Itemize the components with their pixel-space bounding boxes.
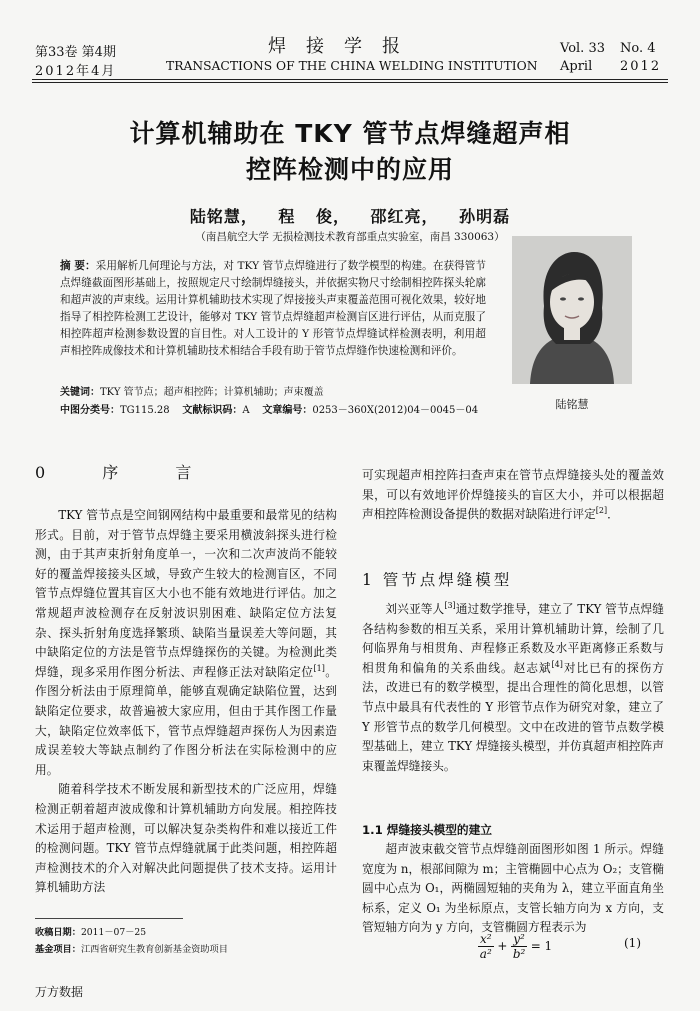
right-paragraph-1 <box>362 600 664 776</box>
left-column <box>35 506 337 898</box>
funding-value: 江西省研究生教育创新基金资助项目 <box>80 944 228 955</box>
header-no: No. 4 <box>620 41 656 56</box>
left-paragraph-2: 随着科学技术不断发展和新型技术的广泛应用，焊缝检测正朝着超声波成像和计算机辅助方向发展。相控阵技术运用于超声检测，可以解决复杂类构件和难以接近工件的检测问题。TKY 管节点焊缝就属于此类问题，相控阵超声检测技术的介入对解决此问题提供了技术支持。运用计算机辅助方法 <box>35 782 337 895</box>
affiliation: （南昌航空大学 无损检测技术教育部重点实验室，南昌 330063） <box>195 231 505 243</box>
header-rule-top <box>32 79 668 80</box>
footnote-rule <box>35 918 183 919</box>
right-p1-text-c: 对比已有的探伤方法，改进已有的数学模型，提出合理性的简化思想，以管节点中最具有代表性的 Y 形管节点作为研究对象，建立了 Y 形管节点的数学几何模型。文中在改进的管节点数学模型基础上，建立 TKY 焊缝接头模型，并仿真超声相控阵声束覆盖焊缝接头。 <box>362 660 664 773</box>
header-month: April <box>560 59 593 74</box>
left-p1-text: TKY 管节点是空间钢网结构中最重要和最常见的结构形式。目前，对于管节点焊缝主要采用横波斜探头进行检测，由于其声束折射角度单一，一次和二次声波尚不能较好的覆盖焊接接头区域，导致产生较大的检测盲区，不同管节点焊缝位置其盲区大小也不能有效地进行评估。加之常规超声波检测存在反射波识别困难、缺陷定位方法复杂、探头折射角度选择繁琐、缺陷当量误差大等问题，其中缺陷定位的方法是管节点焊缝探伤的关键。为检测此类焊缝，现多采用作图分析法、声程修正法对缺陷定位 <box>35 508 337 679</box>
citation-3: [3] <box>444 601 456 611</box>
eq-a2: a² <box>479 947 492 961</box>
journal-name-en: TRANSACTIONS OF THE CHINA WELDING INSTITUTION <box>166 59 538 73</box>
header-rule-bottom <box>32 82 668 83</box>
doc-code-label: 文献标识码： <box>182 405 243 416</box>
funding-label: 基金项目： <box>35 944 81 955</box>
right-column-mid <box>362 600 664 776</box>
abstract-label: 摘 要： <box>60 260 96 272</box>
keywords-text: TKY 管节点；超声相控阵；计算机辅助；声束覆盖 <box>100 387 324 398</box>
photo-caption: 陆铭慧 <box>555 398 589 411</box>
right-column-bottom <box>362 840 664 938</box>
abstract-text: 采用解析几何理论与方法，对 TKY 管节点焊缝进行了数学模型的构建。在获得管节点焊缝截面图形基础上，按照规定尺寸绘制焊缝接头，并依据实物尺寸绘制相控阵探头轮廓和超声波的声束线。运用计算机辅助技术实现了焊接接头声束覆盖范围可视化效果，较好地指导了相控阵检测工艺设计，能够对 TKY 管节点焊缝超声检测盲区进行评估，从而克服了相控阵超声检测参数设置的盲目性。对人工设计的 Y 形管节点焊缝试样检测表明，利用超声相控阵成像技术和计算机辅助技术相结合手段有助于管节点焊缝作快速检测和评价。 <box>60 260 486 357</box>
citation-1: [1] <box>313 663 325 673</box>
article-no-label: 文章编号： <box>262 405 313 416</box>
author-portrait-icon <box>512 236 632 384</box>
received-label: 收稿日期： <box>35 927 81 938</box>
eq-frac-x <box>478 932 494 961</box>
funding <box>35 941 228 955</box>
abstract <box>60 258 486 360</box>
header-year: 2012 <box>620 59 662 74</box>
header-date-cn: 2012年4月 <box>35 64 117 79</box>
right-p0-text: 可实现超声相控阵扫查声束在管节点焊缝接头处的覆盖效果，可以有效地评价焊缝接头的盲区大小，并可以根据超声相控阵检测设备提供的数据对缺陷进行评定 <box>362 468 664 522</box>
paper-title-line2: 控阵检测中的应用 <box>245 155 454 184</box>
right-p1-text-b: 通过数学推导，建立了 TKY 管节点焊缝各结构参数的相互关系，采用计算机辅助计算，绘制了几何临界角与相贯角、声程修正系数及水平距离修正系数与相贯角和偏角的关系曲线。赵志斌 <box>362 602 664 675</box>
header-volume-issue: 第33卷 第4期 <box>35 45 116 60</box>
section-0-heading: 0 序 言 <box>35 463 218 482</box>
left-p1-text-cont: 。作图分析法由于原理简单，能够直观确定缺陷位置，达到缺陷定位要求，故普遍被大家应用，但由于其作图工作量大，缺陷定位效率低下，管节点焊缝超声探伤人为因素造成误差较大等缺点制约了作图分析法在实际检测中的应用。 <box>35 664 337 777</box>
article-no-value: 0253－360X(2012)04－0045－04 <box>312 405 479 416</box>
authors: 陆铭慧， 程 俊， 邵红亮， 孙明磊 <box>189 207 511 226</box>
right-p1-text-a: 刘兴亚等人 <box>385 602 445 616</box>
eq-b2: b² <box>512 947 526 961</box>
right-column-top <box>362 466 664 525</box>
journal-name-cn: 焊接学报 <box>268 36 420 57</box>
section-1-heading: 1 管节点焊缝模型 <box>362 571 513 589</box>
eq-y2: y² <box>513 932 525 946</box>
equation-1: $\frac{\text{x²}}{\text{a²}}$ + $\frac{\text{y²}}{\text{b²}}$ = 1 <box>479 932 553 961</box>
citation-4: [4] <box>551 659 563 669</box>
clc-label: 中图分类号： <box>60 405 120 416</box>
header-vol: Vol. 33 <box>560 41 605 56</box>
watermark: 万方数据 <box>35 985 84 999</box>
left-paragraph-1 <box>35 506 337 780</box>
keywords-label: 关键词： <box>60 387 100 398</box>
doc-code-value: A <box>242 405 250 416</box>
author-photo <box>512 236 632 384</box>
clc-value: TG115.28 <box>120 405 170 416</box>
right-paragraph-2: 超声波束截交管节点焊缝剖面图形如图 1 所示。焊缝宽度为 n，根部间隙为 m；主管椭圆中心点为 O₂；支管椭圆中心点为 O₁，两椭圆短轴的夹角为 λ，建立平面直角坐标系，定义 O₁ 为坐标原点，支管长轴方向为 x 方向，支管短轴方向为 y 方向，支管椭圆方程表示为 <box>362 842 664 935</box>
equation-number: (1) <box>624 936 641 950</box>
citation-2: [2] <box>595 506 608 516</box>
right-paragraph-0: 可实现超声相控阵扫查声束在管节点焊缝接头处的覆盖效果，可以有效地评价焊缝接头的盲区大小，并可以根据超声相控阵检测设备提供的数据对缺陷进行评定[2]． <box>362 468 664 522</box>
subsection-1-1-heading: 1.1 焊缝接头模型的建立 <box>362 823 492 837</box>
eq-x2: x² <box>480 932 492 946</box>
classification-line <box>60 401 478 416</box>
received-date <box>35 924 146 938</box>
received-value: 2011－07－25 <box>80 927 147 938</box>
eq-rhs: = 1 <box>530 939 553 953</box>
eq-frac-y <box>511 932 527 961</box>
paper-title-line1: 计算机辅助在 TKY 管节点焊缝超声相 <box>129 119 571 148</box>
keywords <box>60 383 324 398</box>
